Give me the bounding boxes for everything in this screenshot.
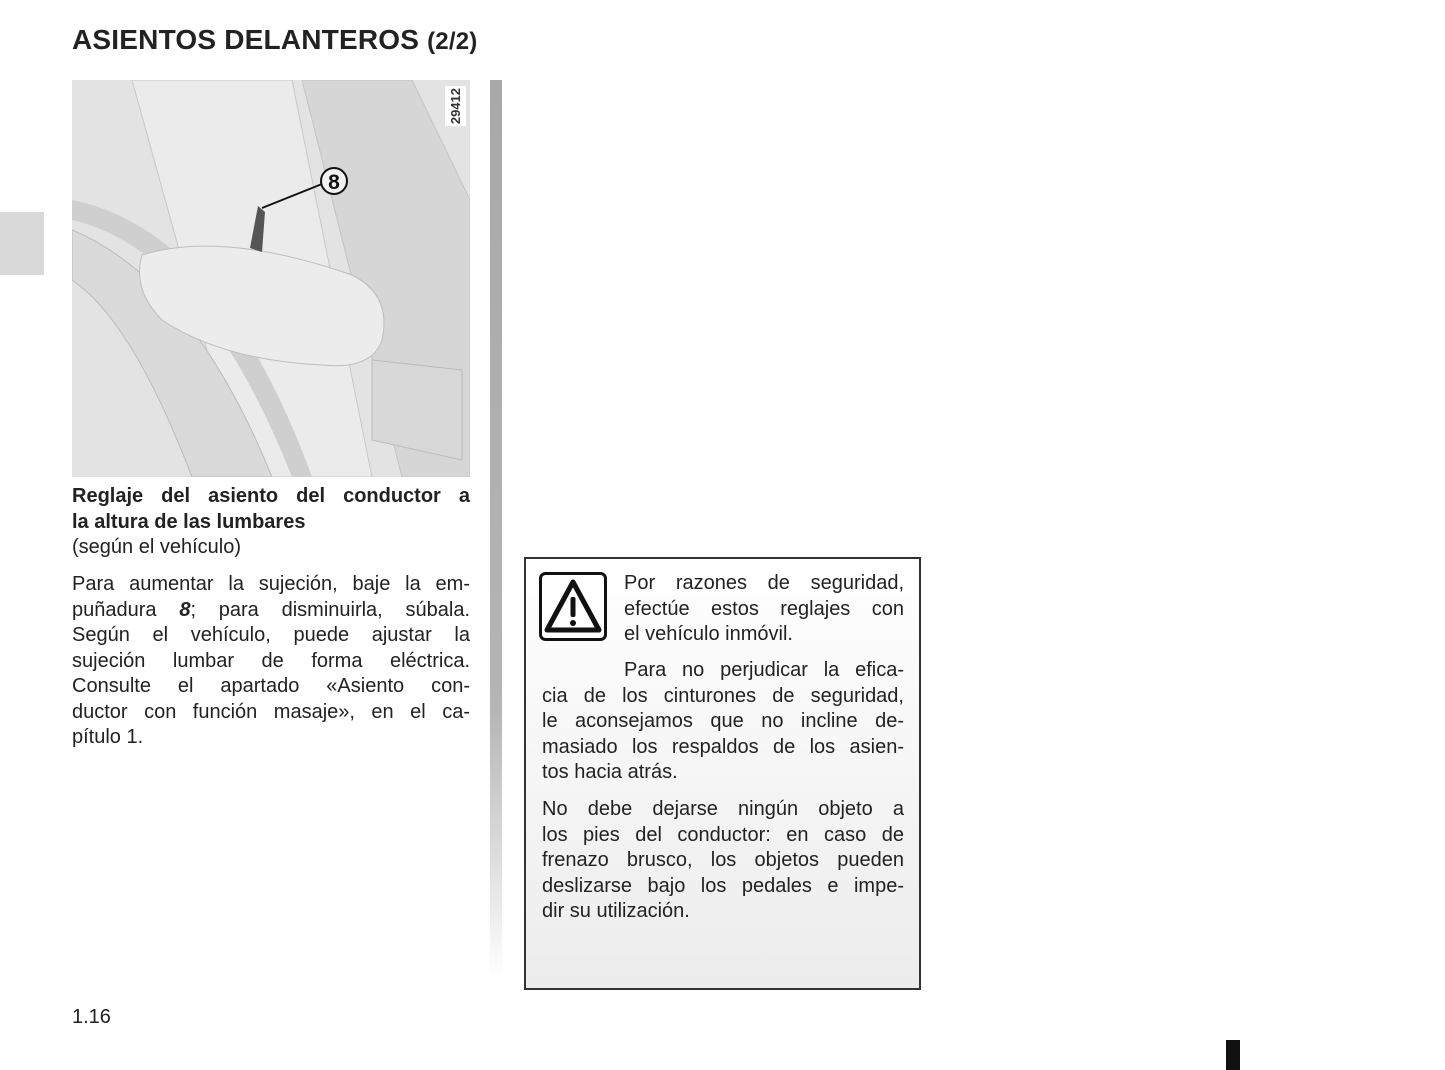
warning-line: le aconsejamos que no incline de- — [542, 710, 904, 732]
page-number: 1.16 — [72, 1006, 111, 1028]
figure-number: 29412 — [445, 86, 466, 126]
section-body — [72, 572, 470, 751]
callout-label: 8 — [328, 171, 340, 194]
body-line: Consulte el apartado «Asiento con- — [72, 675, 470, 697]
title-main: ASIENTOS DELANTEROS — [72, 24, 420, 55]
warning-line: tos hacia atrás. — [542, 761, 678, 783]
warning-line: cia de los cinturones de seguridad, — [542, 684, 904, 707]
title-part: (2/2) — [427, 28, 478, 55]
warning-line: el vehículo inmóvil. — [624, 623, 793, 645]
body-line: sujeción lumbar de forma eléctrica. — [72, 649, 470, 672]
body-line: Según el vehículo, puede ajustar la — [72, 624, 470, 646]
warning-line: frenazo brusco, los objetos pueden — [542, 849, 904, 871]
warning-line: Por razones de seguridad, — [624, 572, 904, 594]
warning-box — [524, 557, 921, 990]
warning-line: efectúe estos reglajes con — [624, 597, 904, 620]
body-line: ductor con función masaje», en el ca- — [72, 700, 470, 723]
warning-line: masiado los respaldos de los asien- — [542, 735, 904, 758]
callout-reference: 8 — [179, 598, 191, 621]
warning-paragraph-1 — [624, 571, 904, 648]
warning-paragraph-2 — [542, 658, 904, 786]
warning-line: deslizarse bajo los pedales e impe- — [542, 874, 904, 897]
heading-line: la altura de las lumbares — [72, 510, 306, 533]
chapter-tab — [0, 212, 44, 275]
page-edge-marker — [1226, 1040, 1240, 1070]
column-divider — [490, 80, 502, 980]
warning-line: dir su utilización. — [542, 900, 690, 922]
heading-line: Reglaje del asiento del conductor a — [72, 485, 470, 507]
warning-triangle-icon — [539, 572, 607, 641]
section-heading — [72, 484, 470, 561]
lumbar-adjust-illustration — [72, 80, 470, 477]
body-line: Para aumentar la sujeción, baje la em- — [72, 573, 470, 595]
warning-line: Para no perjudicar la efica- — [624, 659, 904, 681]
warning-line: los pies del conductor: en caso de — [542, 823, 904, 846]
body-line: pítulo 1. — [72, 726, 144, 748]
page-title — [72, 24, 477, 56]
heading-note: (según el vehículo) — [72, 536, 241, 558]
warning-line: No debe dejarse ningún objeto a — [542, 798, 904, 820]
body-line: puñadura 8; para disminuirla, súbala. — [72, 598, 471, 621]
warning-paragraph-3 — [542, 797, 904, 925]
